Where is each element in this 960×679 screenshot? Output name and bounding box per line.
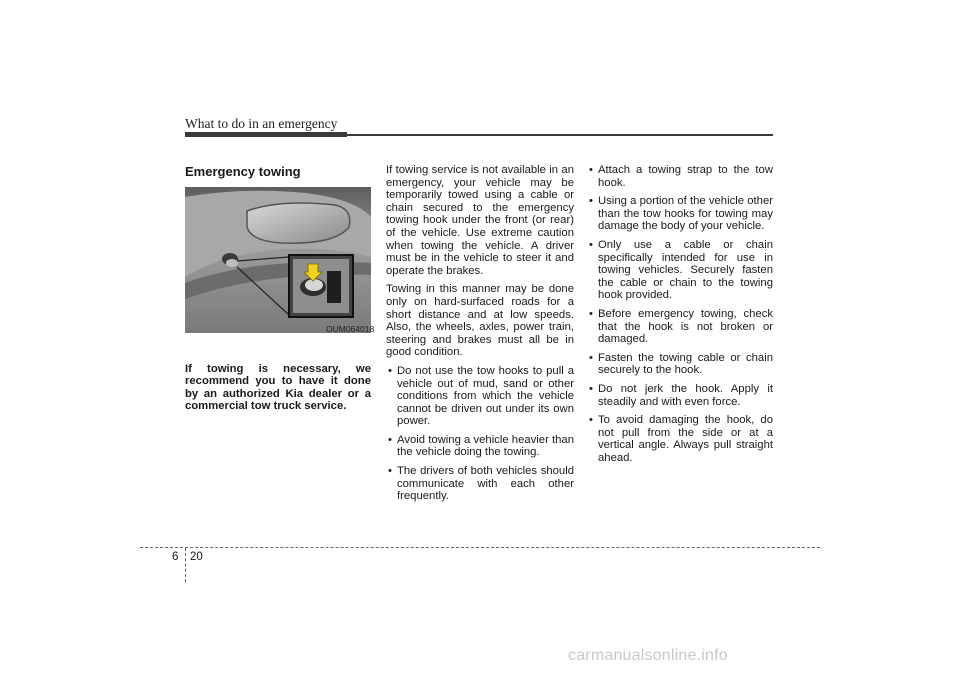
bullet-icon: • bbox=[388, 465, 392, 478]
header-title: What to do in an emergency bbox=[185, 116, 338, 131]
section-heading: Emergency towing bbox=[185, 164, 301, 179]
header-rule-accent bbox=[185, 132, 347, 137]
bullet-icon: • bbox=[589, 382, 593, 395]
paragraph: Towing in this manner may be done only on hard-surfaced roads for a short distance and at low speeds. Also, the wheels, axles, power train, steering and brakes must all be in good condition. bbox=[386, 283, 574, 359]
column-middle bbox=[386, 164, 574, 509]
list-item-text: Fasten the towing cable or chain securely to the hook. bbox=[598, 351, 773, 377]
figure-code: OUM064018 bbox=[326, 324, 375, 334]
bullet-icon: • bbox=[589, 195, 593, 208]
column-left bbox=[185, 164, 375, 419]
list-item bbox=[587, 164, 773, 189]
bullet-icon: • bbox=[589, 238, 593, 251]
bullet-icon: • bbox=[388, 364, 392, 377]
list-item bbox=[587, 383, 773, 408]
list-item-text: To avoid damaging the hook, do not pull from the side or at a vertical angle. Always pull straight ahead. bbox=[598, 414, 773, 464]
paragraph: If towing service is not available in an emergency, your vehicle may be temporarily towed using a cable or chain secured to the emergency towing hook under the front (or rear) of the vehicle. Use extreme caution when towing the vehicle. A driver must be in the vehicle to steer it and operate the brakes. bbox=[386, 164, 574, 277]
bumper-illustration bbox=[185, 187, 371, 333]
list-item-text: Only use a cable or chain specifically intended for use in towing vehicles. Securely fasten the cable or chain to the towing hook provided. bbox=[598, 238, 773, 302]
bullet-icon: • bbox=[589, 307, 593, 320]
list-item bbox=[587, 239, 773, 302]
list-item-text: Using a portion of the vehicle other than the tow hooks for towing may damage the body of your vehicle. bbox=[598, 195, 773, 233]
list-item-text: Do not use the tow hooks to pull a vehicle out of mud, sand or other conditions from which the vehicle cannot be driven out under its own power. bbox=[397, 364, 574, 428]
column-right bbox=[587, 164, 773, 470]
chapter-number: 6 bbox=[172, 551, 179, 563]
towing-recommendation: If towing is necessary, we recommend you to have it done by an authorized Kia dealer or a commercial tow truck service. bbox=[185, 362, 371, 413]
bullet-icon: • bbox=[589, 351, 593, 364]
list-item-text: Before emergency towing, check that the hook is not broken or damaged. bbox=[598, 307, 773, 346]
bullet-icon: • bbox=[589, 164, 593, 176]
list-item-text: Attach a towing strap to the tow hook. bbox=[598, 164, 773, 189]
list-item bbox=[386, 365, 574, 428]
list-item-text: Do not jerk the hook. Apply it steadily and with even force. bbox=[598, 382, 773, 408]
footer-rule bbox=[140, 547, 820, 548]
list-item bbox=[587, 352, 773, 377]
list-item-text: Avoid towing a vehicle heavier than the vehicle doing the towing. bbox=[397, 433, 574, 459]
list-item bbox=[587, 308, 773, 346]
list-item bbox=[386, 434, 574, 459]
footer-divider bbox=[185, 548, 186, 582]
list-item bbox=[587, 195, 773, 233]
bullet-icon: • bbox=[388, 433, 392, 446]
page-number: 20 bbox=[190, 551, 203, 563]
tow-hook-photo bbox=[185, 187, 371, 333]
list-item bbox=[386, 465, 574, 503]
list-item bbox=[587, 414, 773, 464]
list-item-text: The drivers of both vehicles should communicate with each other frequently. bbox=[397, 465, 574, 503]
bullet-list bbox=[386, 365, 574, 503]
watermark: carmanualsonline.info bbox=[568, 647, 728, 664]
bullet-icon: • bbox=[589, 414, 593, 427]
bullet-list bbox=[587, 164, 773, 464]
